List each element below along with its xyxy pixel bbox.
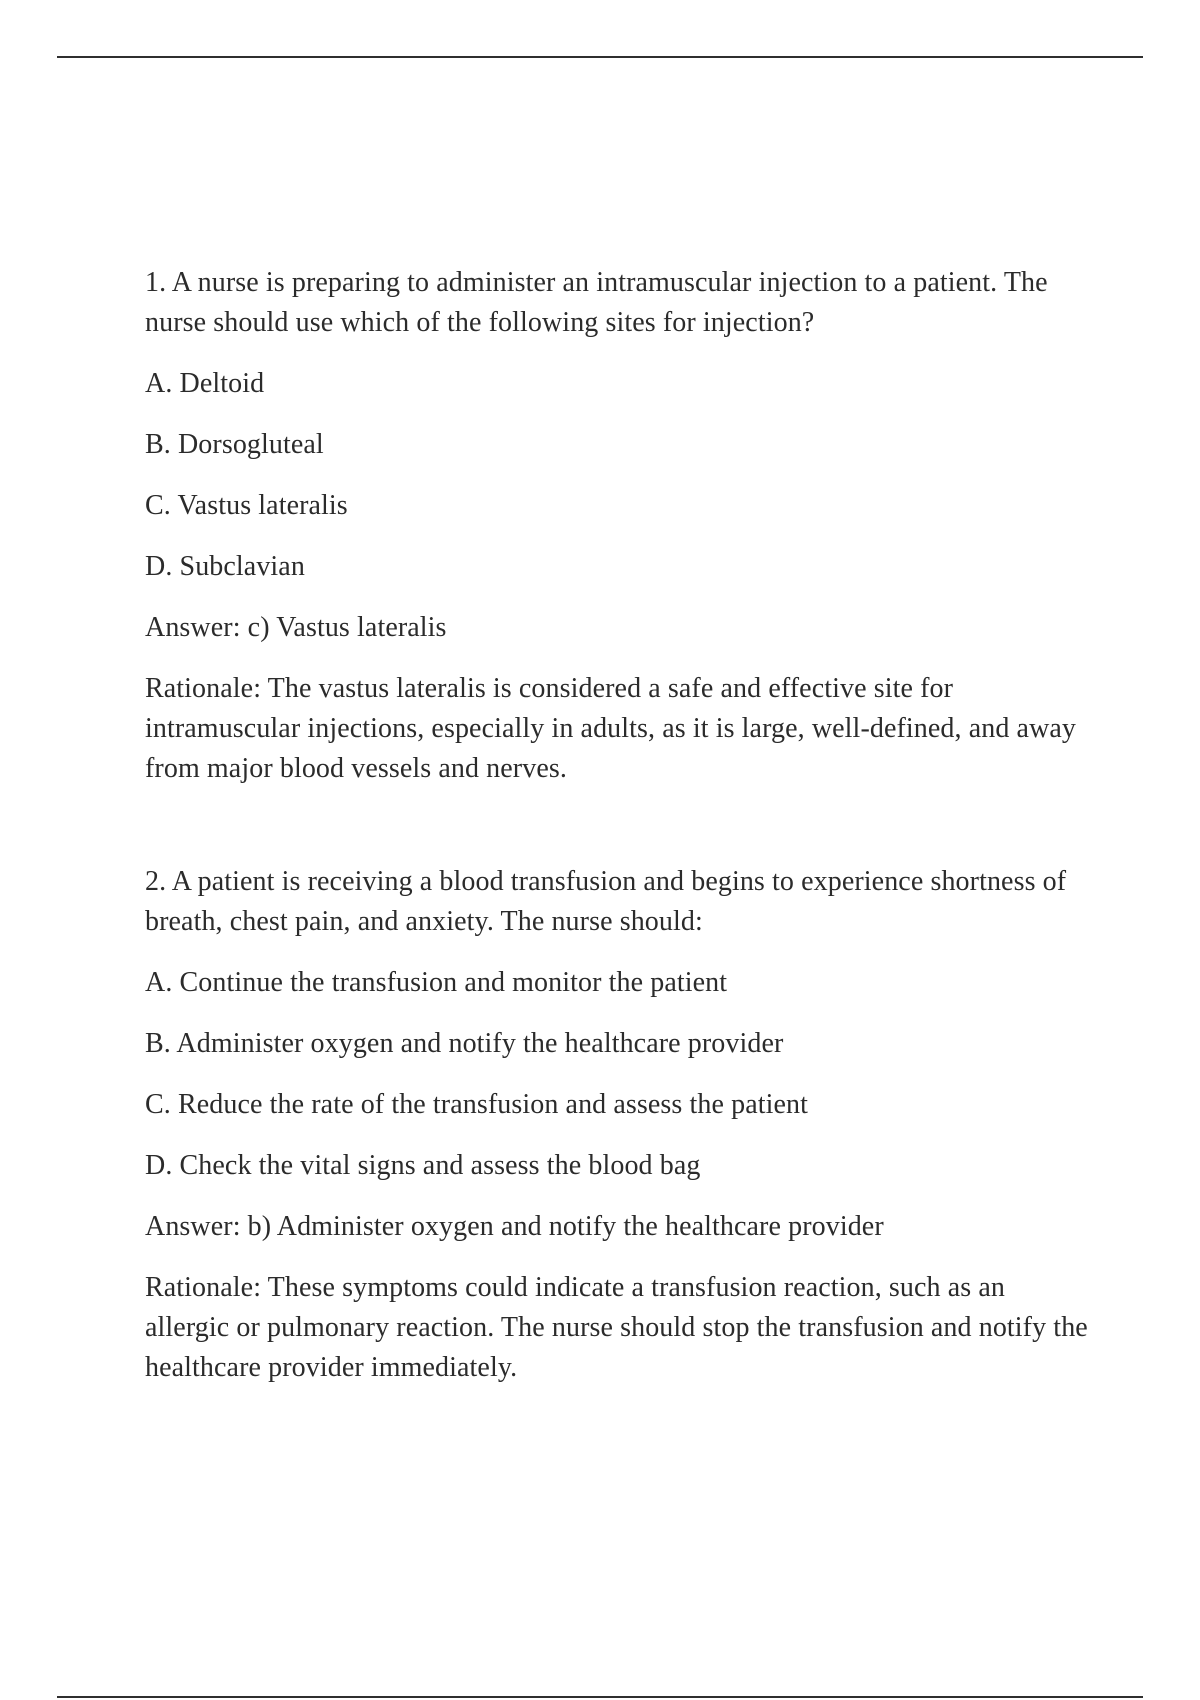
question-2-rationale: Rationale: These symptoms could indicate a transfusion reaction, such as an allergic or pulmonary reaction. The nurse should stop the transfusion and notify the healthcare provider immediately.	[145, 1272, 1088, 1383]
bottom-divider	[57, 1696, 1143, 1698]
question-2-answer: Answer: b) Administer oxygen and notify the healthcare provider	[145, 1211, 884, 1242]
top-divider	[57, 56, 1143, 58]
question-2-option-d: D. Check the vital signs and assess the blood bag	[145, 1150, 701, 1181]
question-1	[145, 263, 1095, 789]
question-2-stem: 2. A patient is receiving a blood transfusion and begins to experience shortness of breath, chest pain, and anxiety. The nurse should:	[145, 866, 1067, 937]
question-2-option-c: C. Reduce the rate of the transfusion and assess the patient	[145, 1089, 809, 1120]
question-1-option-b: B. Dorsogluteal	[145, 429, 324, 460]
question-1-stem: 1. A nurse is preparing to administer an intramuscular injection to a patient. The nurse should use which of the following sites for injection?	[145, 267, 1048, 338]
document-body	[145, 263, 1095, 1388]
question-1-option-d: D. Subclavian	[145, 551, 305, 582]
question-1-option-c: C. Vastus lateralis	[145, 490, 348, 521]
question-2-option-b: B. Administer oxygen and notify the healthcare provider	[145, 1028, 784, 1059]
question-1-rationale: Rationale: The vastus lateralis is considered a safe and effective site for intramuscular injections, especially in adults, as it is large, well-defined, and away from major blood vessels and nerves.	[145, 673, 1077, 784]
question-1-answer: Answer: c) Vastus lateralis	[145, 612, 447, 643]
question-2	[145, 862, 1095, 1388]
question-1-option-a: A. Deltoid	[145, 368, 265, 399]
question-2-option-a: A. Continue the transfusion and monitor the patient	[145, 967, 728, 998]
